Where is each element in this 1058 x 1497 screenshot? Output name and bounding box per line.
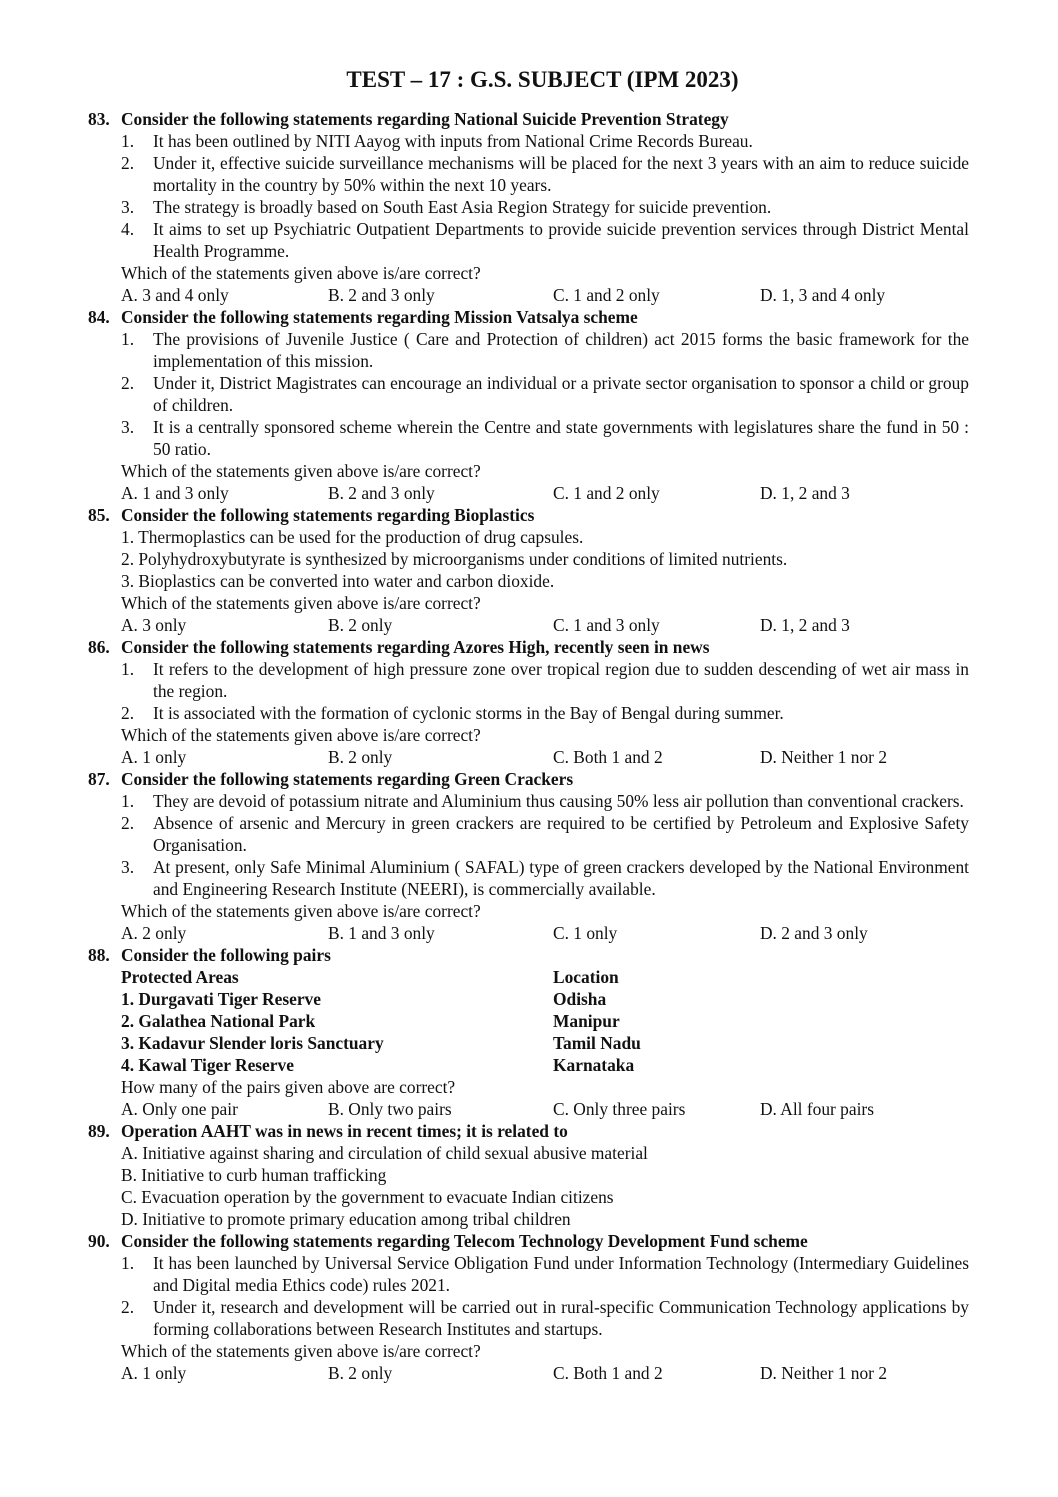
statement	[121, 328, 969, 372]
question-number: 87.	[88, 769, 110, 789]
statement-number: 1.	[121, 659, 135, 679]
question-number: 84.	[88, 307, 110, 327]
question-header	[88, 1230, 969, 1252]
question-number: 86.	[88, 637, 110, 657]
question-header	[88, 306, 969, 328]
question-body	[88, 130, 969, 306]
question-prompt: Which of the statements given above is/are correct?	[121, 725, 481, 745]
question-stem: Consider the following statements regarding Azores High, recently seen in news	[121, 637, 710, 657]
statement	[121, 790, 969, 812]
answer-option: B. 1 and 3 only	[328, 923, 435, 943]
question-stem: Consider the following statements regarding Green Crackers	[121, 769, 574, 789]
statement-number: 2.	[121, 153, 135, 173]
answer-option: C. 1 and 2 only	[553, 483, 660, 503]
answer-options	[121, 482, 969, 504]
statement	[121, 1252, 969, 1296]
question-block	[88, 1120, 969, 1230]
question-body	[88, 1252, 969, 1384]
statement	[121, 1296, 969, 1340]
question-header	[88, 944, 969, 966]
question-number: 89.	[88, 1121, 110, 1141]
answer-option: B. 2 only	[328, 747, 393, 767]
question-stem: Consider the following statements regarding Bioplastics	[121, 505, 535, 525]
pair-row	[121, 988, 969, 1010]
question-stem: Consider the following statements regarding Mission Vatsalya scheme	[121, 307, 638, 327]
statement	[121, 702, 969, 724]
answer-options	[121, 746, 969, 768]
statement	[121, 196, 969, 218]
statement-number: 1.	[121, 1253, 135, 1273]
pair-left: 3. Kadavur Slender loris Sanctuary	[121, 1033, 384, 1053]
statement	[121, 658, 969, 702]
statement-number: 1.	[121, 791, 135, 811]
question-stem: Consider the following statements regarding National Suicide Prevention Strategy	[121, 109, 729, 129]
question-header	[88, 108, 969, 130]
pair-left: 2. Galathea National Park	[121, 1011, 316, 1031]
document-page	[88, 64, 969, 1384]
question-body	[88, 328, 969, 504]
statement-text: Under it, District Magistrates can encourage an individual or a private sector organisation to sponsor a child or group of children.	[153, 373, 969, 415]
statement-number: 2.	[121, 703, 135, 723]
pair-row	[121, 1010, 969, 1032]
question-block	[88, 306, 969, 504]
question-block	[88, 1230, 969, 1384]
statement-line: 2. Polyhydroxybutyrate is synthesized by microorganisms under conditions of limited nutrients.	[121, 549, 788, 569]
answer-options	[121, 1098, 969, 1120]
statement-number: 4.	[121, 219, 135, 239]
answer-option: B. Only two pairs	[328, 1099, 452, 1119]
statement-text: It aims to set up Psychiatric Outpatient Departments to provide suicide prevention services through District Mental Health Programme.	[153, 219, 969, 261]
question-stem: Operation AAHT was in news in recent times; it is related to	[121, 1121, 568, 1141]
question-prompt: Which of the statements given above is/are correct?	[121, 1341, 481, 1361]
question-body	[88, 1142, 969, 1230]
answer-option: D. All four pairs	[760, 1099, 874, 1119]
pair-right: Location	[553, 967, 619, 987]
answer-option: B. 2 only	[328, 1363, 393, 1383]
answer-option: D. 2 and 3 only	[760, 923, 868, 943]
statement-text: They are devoid of potassium nitrate and Aluminium thus causing 50% less air pollution than conventional crackers.	[153, 791, 964, 811]
answer-option: A. Only one pair	[121, 1099, 238, 1119]
pair-right: Manipur	[553, 1011, 620, 1031]
answer-option: A. 1 only	[121, 747, 187, 767]
answer-option: C. Only three pairs	[553, 1099, 686, 1119]
question-body	[88, 966, 969, 1120]
question-prompt: Which of the statements given above is/are correct?	[121, 901, 481, 921]
answer-option: C. Both 1 and 2	[553, 747, 663, 767]
statement-number: 2.	[121, 1297, 135, 1317]
question-prompt: How many of the pairs given above are correct?	[121, 1077, 456, 1097]
statement	[121, 856, 969, 900]
pair-row	[121, 1054, 969, 1076]
answer-options	[121, 614, 969, 636]
question-header	[88, 504, 969, 526]
answer-option: A. 3 only	[121, 615, 187, 635]
statement-text: It is a centrally sponsored scheme wherein the Centre and state governments with legislatures share the fund in 50 : 50 ratio.	[153, 417, 969, 459]
answer-option: D. Neither 1 nor 2	[760, 1363, 888, 1383]
answer-options	[121, 284, 969, 306]
question-prompt: Which of the statements given above is/are correct?	[121, 593, 481, 613]
statement	[121, 218, 969, 262]
page-title: TEST – 17 : G.S. SUBJECT (IPM 2023)	[346, 67, 739, 92]
statement	[121, 372, 969, 416]
pairs-header	[121, 966, 969, 988]
question-header	[88, 1120, 969, 1142]
statement-text: Under it, research and development will be carried out in rural-specific Communication Technology applications by forming collaborations between Research Institutes and startups.	[153, 1297, 969, 1339]
statement	[121, 152, 969, 196]
pair-left: 1. Durgavati Tiger Reserve	[121, 989, 321, 1009]
answer-option: A. 1 and 3 only	[121, 483, 229, 503]
answer-options	[121, 1362, 969, 1384]
statement-number: 3.	[121, 417, 135, 437]
statement-text: It has been outlined by NITI Aayog with inputs from National Crime Records Bureau.	[153, 131, 753, 151]
question-block	[88, 944, 969, 1120]
answer-options	[121, 922, 969, 944]
statement-line: C. Evacuation operation by the government to evacuate Indian citizens	[121, 1187, 614, 1207]
question-header	[88, 636, 969, 658]
statement-line: 1. Thermoplastics can be used for the production of drug capsules.	[121, 527, 584, 547]
statement-number: 3.	[121, 857, 135, 877]
answer-option: D. 1, 2 and 3	[760, 615, 850, 635]
answer-option: A. 3 and 4 only	[121, 285, 229, 305]
question-prompt: Which of the statements given above is/are correct?	[121, 461, 481, 481]
pair-right: Tamil Nadu	[553, 1033, 641, 1053]
question-body	[88, 790, 969, 944]
pair-left: Protected Areas	[121, 967, 239, 987]
answer-option: B. 2 only	[328, 615, 393, 635]
statement-text: It has been launched by Universal Service Obligation Fund under Information Technology (Intermediary Guidelines and Digital media Ethics code) rules 2021.	[153, 1253, 969, 1295]
question-stem: Consider the following statements regarding Telecom Technology Development Fund scheme	[121, 1231, 808, 1251]
answer-option: B. 2 and 3 only	[328, 483, 435, 503]
answer-option: A. 1 only	[121, 1363, 187, 1383]
question-header	[88, 768, 969, 790]
statement-text: At present, only Safe Minimal Aluminium ( SAFAL) type of green crackers developed by the National Environment and Engineering Research Institute (NEERI), is commercially available.	[153, 857, 969, 899]
question-number: 88.	[88, 945, 110, 965]
answer-option: A. 2 only	[121, 923, 187, 943]
answer-option: D. 1, 2 and 3	[760, 483, 850, 503]
answer-option: D. Neither 1 nor 2	[760, 747, 888, 767]
answer-option: C. 1 only	[553, 923, 618, 943]
pairs-table	[121, 966, 969, 1076]
question-block	[88, 108, 969, 306]
statement-text: The strategy is broadly based on South East Asia Region Strategy for suicide prevention.	[153, 197, 772, 217]
statement	[121, 812, 969, 856]
answer-option: D. 1, 3 and 4 only	[760, 285, 886, 305]
answer-option: C. 1 and 2 only	[553, 285, 660, 305]
question-block	[88, 504, 969, 636]
pair-right: Odisha	[553, 989, 607, 1009]
pair-row	[121, 1032, 969, 1054]
statement-number: 1.	[121, 131, 135, 151]
question-prompt: Which of the statements given above is/are correct?	[121, 263, 481, 283]
statement-text: Under it, effective suicide surveillance mechanisms will be placed for the next 3 years with an aim to reduce suicide mortality in the country by 50% within the next 10 years.	[153, 153, 969, 195]
question-stem: Consider the following pairs	[121, 945, 331, 965]
statement-text: The provisions of Juvenile Justice ( Care and Protection of children) act 2015 forms the basic framework for the implementation of this mission.	[153, 329, 969, 371]
statement-text: It is associated with the formation of cyclonic storms in the Bay of Bengal during summer.	[153, 703, 784, 723]
question-number: 83.	[88, 109, 110, 129]
statement-number: 3.	[121, 197, 135, 217]
pair-left: 4. Kawal Tiger Reserve	[121, 1055, 294, 1075]
question-number: 85.	[88, 505, 110, 525]
statement-text: Absence of arsenic and Mercury in green crackers are required to be certified by Petroleum and Explosive Safety Organisation.	[153, 813, 969, 855]
statement-number: 2.	[121, 813, 135, 833]
statement	[121, 130, 969, 152]
statement-line: 3. Bioplastics can be converted into water and carbon dioxide.	[121, 571, 555, 591]
answer-option: B. 2 and 3 only	[328, 285, 435, 305]
question-body	[88, 658, 969, 768]
question-list	[88, 108, 969, 1384]
answer-option: C. Both 1 and 2	[553, 1363, 663, 1383]
statement-line: D. Initiative to promote primary education among tribal children	[121, 1209, 571, 1229]
statement-number: 2.	[121, 373, 135, 393]
statement-text: It refers to the development of high pressure zone over tropical region due to sudden descending of wet air mass in the region.	[153, 659, 969, 701]
statement-line: A. Initiative against sharing and circulation of child sexual abusive material	[121, 1143, 648, 1163]
question-body	[88, 526, 969, 636]
question-block	[88, 768, 969, 944]
statement-number: 1.	[121, 329, 135, 349]
pair-right: Karnataka	[553, 1055, 635, 1075]
question-block	[88, 636, 969, 768]
statement-line: B. Initiative to curb human trafficking	[121, 1165, 387, 1185]
answer-option: C. 1 and 3 only	[553, 615, 660, 635]
statement	[121, 416, 969, 460]
question-number: 90.	[88, 1231, 110, 1251]
